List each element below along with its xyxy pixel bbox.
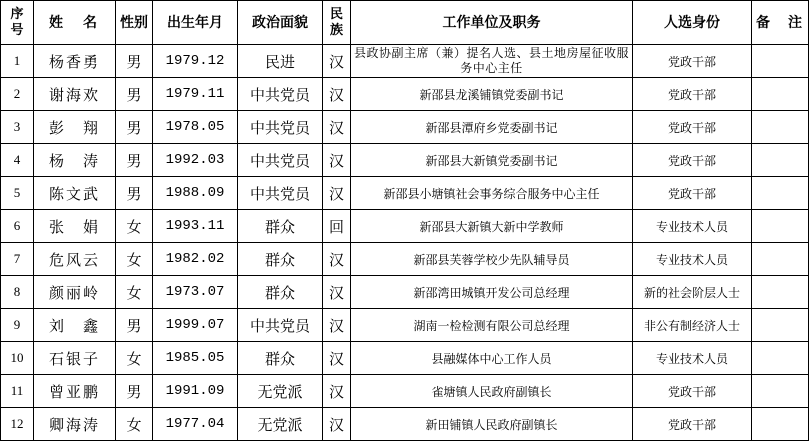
cell-unit: 新邵县大新镇大新中学教师: [351, 210, 633, 243]
cell-gender: 男: [116, 309, 153, 342]
cell-gender: 男: [116, 144, 153, 177]
cell-remarks: [752, 342, 809, 375]
header-identity-label: 人选身份: [664, 14, 720, 31]
cell-identity: 党政干部: [633, 78, 752, 111]
cell-remarks: [752, 375, 809, 408]
cell-gender: 男: [116, 45, 153, 78]
cell-identity: 新的社会阶层人士: [633, 276, 752, 309]
header-unit: [351, 1, 633, 45]
table-row: [1, 45, 809, 78]
cell-gender: 女: [116, 210, 153, 243]
cell-name: 石银子: [34, 342, 116, 375]
cell-remarks: [752, 45, 809, 78]
table-row: [1, 243, 809, 276]
cell-identity: 党政干部: [633, 144, 752, 177]
cell-unit: 雀塘镇人民政府副镇长: [351, 375, 633, 408]
cell-ethnicity: 汉: [323, 342, 351, 375]
table-row: [1, 342, 809, 375]
cell-ethnicity: 回: [323, 210, 351, 243]
cell-name: 曾亚鹏: [34, 375, 116, 408]
header-ethnicity-label: 民族: [329, 6, 343, 38]
cell-name: 卿海涛: [34, 408, 116, 441]
cell-remarks: [752, 177, 809, 210]
cell-unit: 新邵县大新镇党委副书记: [351, 144, 633, 177]
cell-birth: 1992.03: [153, 144, 238, 177]
cell-remarks: [752, 210, 809, 243]
table-row: [1, 111, 809, 144]
cell-party: 群众: [238, 243, 323, 276]
cell-name: 杨 涛: [34, 144, 116, 177]
cell-ethnicity: 汉: [323, 375, 351, 408]
header-ethnicity: [323, 1, 351, 45]
cell-birth: 1999.07: [153, 309, 238, 342]
cell-gender: 男: [116, 111, 153, 144]
cell-party: 中共党员: [238, 177, 323, 210]
header-seq: [1, 1, 34, 45]
header-row: [1, 1, 809, 45]
cell-remarks: [752, 276, 809, 309]
table-row: [1, 276, 809, 309]
cell-unit: 县融媒体中心工作人员: [351, 342, 633, 375]
cell-identity: 专业技术人员: [633, 342, 752, 375]
header-identity: [633, 1, 752, 45]
cell-identity: 专业技术人员: [633, 210, 752, 243]
cell-identity: 党政干部: [633, 177, 752, 210]
cell-identity: 专业技术人员: [633, 243, 752, 276]
cell-gender: 男: [116, 375, 153, 408]
header-birth: [153, 1, 238, 45]
cell-unit: 湖南一检检测有限公司总经理: [351, 309, 633, 342]
cell-unit: 新邵县小塘镇社会事务综合服务中心主任: [351, 177, 633, 210]
cell-ethnicity: 汉: [323, 276, 351, 309]
table-row: [1, 177, 809, 210]
cell-party: 无党派: [238, 408, 323, 441]
cell-unit: 新邵县潭府乡党委副书记: [351, 111, 633, 144]
cell-party: 无党派: [238, 375, 323, 408]
cell-seq: 5: [1, 177, 34, 210]
cell-ethnicity: 汉: [323, 45, 351, 78]
cell-identity: 非公有制经济人士: [633, 309, 752, 342]
table-row: [1, 210, 809, 243]
cell-unit: 新邵湾田城镇开发公司总经理: [351, 276, 633, 309]
cell-party: 群众: [238, 342, 323, 375]
cell-ethnicity: 汉: [323, 144, 351, 177]
cell-ethnicity: 汉: [323, 177, 351, 210]
cell-seq: 3: [1, 111, 34, 144]
header-gender-label: 性别: [120, 14, 148, 31]
cell-seq: 12: [1, 408, 34, 441]
table-row: [1, 309, 809, 342]
cell-gender: 女: [116, 243, 153, 276]
cell-identity: 党政干部: [633, 45, 752, 78]
cell-remarks: [752, 111, 809, 144]
cell-birth: 1985.05: [153, 342, 238, 375]
cell-birth: 1979.11: [153, 78, 238, 111]
table-row: [1, 375, 809, 408]
cell-party: 群众: [238, 276, 323, 309]
cell-birth: 1993.11: [153, 210, 238, 243]
cell-ethnicity: 汉: [323, 309, 351, 342]
cell-birth: 1982.02: [153, 243, 238, 276]
cell-party: 民进: [238, 45, 323, 78]
cell-name: 刘 鑫: [34, 309, 116, 342]
cell-birth: 1988.09: [153, 177, 238, 210]
header-name-label: 姓 名: [49, 14, 100, 31]
header-gender: [116, 1, 153, 45]
cell-party: 中共党员: [238, 309, 323, 342]
cell-ethnicity: 汉: [323, 111, 351, 144]
cell-seq: 9: [1, 309, 34, 342]
cell-unit: 县政协副主席（兼）提名人选、县土地房屋征收服务中心主任: [351, 45, 633, 78]
cell-birth: 1977.04: [153, 408, 238, 441]
roster-body: [1, 45, 809, 441]
cell-name: 陈文武: [34, 177, 116, 210]
cell-remarks: [752, 78, 809, 111]
cell-gender: 女: [116, 276, 153, 309]
cell-birth: 1978.05: [153, 111, 238, 144]
cell-remarks: [752, 309, 809, 342]
table-row: [1, 78, 809, 111]
table-row: [1, 408, 809, 441]
header-birth-label: 出生年月: [167, 14, 223, 31]
cell-ethnicity: 汉: [323, 78, 351, 111]
cell-party: 中共党员: [238, 78, 323, 111]
cell-party: 中共党员: [238, 144, 323, 177]
cell-unit: 新邵县芙蓉学校少先队辅导员: [351, 243, 633, 276]
cell-birth: 1979.12: [153, 45, 238, 78]
cell-name: 彭 翔: [34, 111, 116, 144]
cell-identity: 党政干部: [633, 111, 752, 144]
header-remarks: [752, 1, 809, 45]
cell-seq: 11: [1, 375, 34, 408]
cell-remarks: [752, 408, 809, 441]
cell-gender: 女: [116, 408, 153, 441]
cell-name: 张 娟: [34, 210, 116, 243]
cell-identity: 党政干部: [633, 408, 752, 441]
cell-unit: 新田铺镇人民政府副镇长: [351, 408, 633, 441]
cell-party: 群众: [238, 210, 323, 243]
cell-name: 危风云: [34, 243, 116, 276]
cell-seq: 7: [1, 243, 34, 276]
header-seq-label: 序号: [10, 6, 24, 38]
table-row: [1, 144, 809, 177]
cell-ethnicity: 汉: [323, 243, 351, 276]
header-name: [34, 1, 116, 45]
cell-gender: 男: [116, 78, 153, 111]
cell-seq: 6: [1, 210, 34, 243]
cell-gender: 女: [116, 342, 153, 375]
cell-seq: 1: [1, 45, 34, 78]
header-party-label: 政治面貌: [252, 14, 308, 31]
header-party: [238, 1, 323, 45]
cell-seq: 10: [1, 342, 34, 375]
cell-name: 杨香勇: [34, 45, 116, 78]
cell-seq: 8: [1, 276, 34, 309]
cell-party: 中共党员: [238, 111, 323, 144]
header-remarks-label: 备 注: [756, 14, 804, 31]
cell-seq: 4: [1, 144, 34, 177]
cell-remarks: [752, 243, 809, 276]
cell-identity: 党政干部: [633, 375, 752, 408]
cell-gender: 男: [116, 177, 153, 210]
cell-birth: 1973.07: [153, 276, 238, 309]
cell-name: 谢海欢: [34, 78, 116, 111]
cell-name: 颜丽岭: [34, 276, 116, 309]
cell-remarks: [752, 144, 809, 177]
header-unit-label: 工作单位及职务: [442, 14, 541, 31]
cell-birth: 1991.09: [153, 375, 238, 408]
cell-ethnicity: 汉: [323, 408, 351, 441]
cell-seq: 2: [1, 78, 34, 111]
cell-unit: 新邵县龙溪铺镇党委副书记: [351, 78, 633, 111]
